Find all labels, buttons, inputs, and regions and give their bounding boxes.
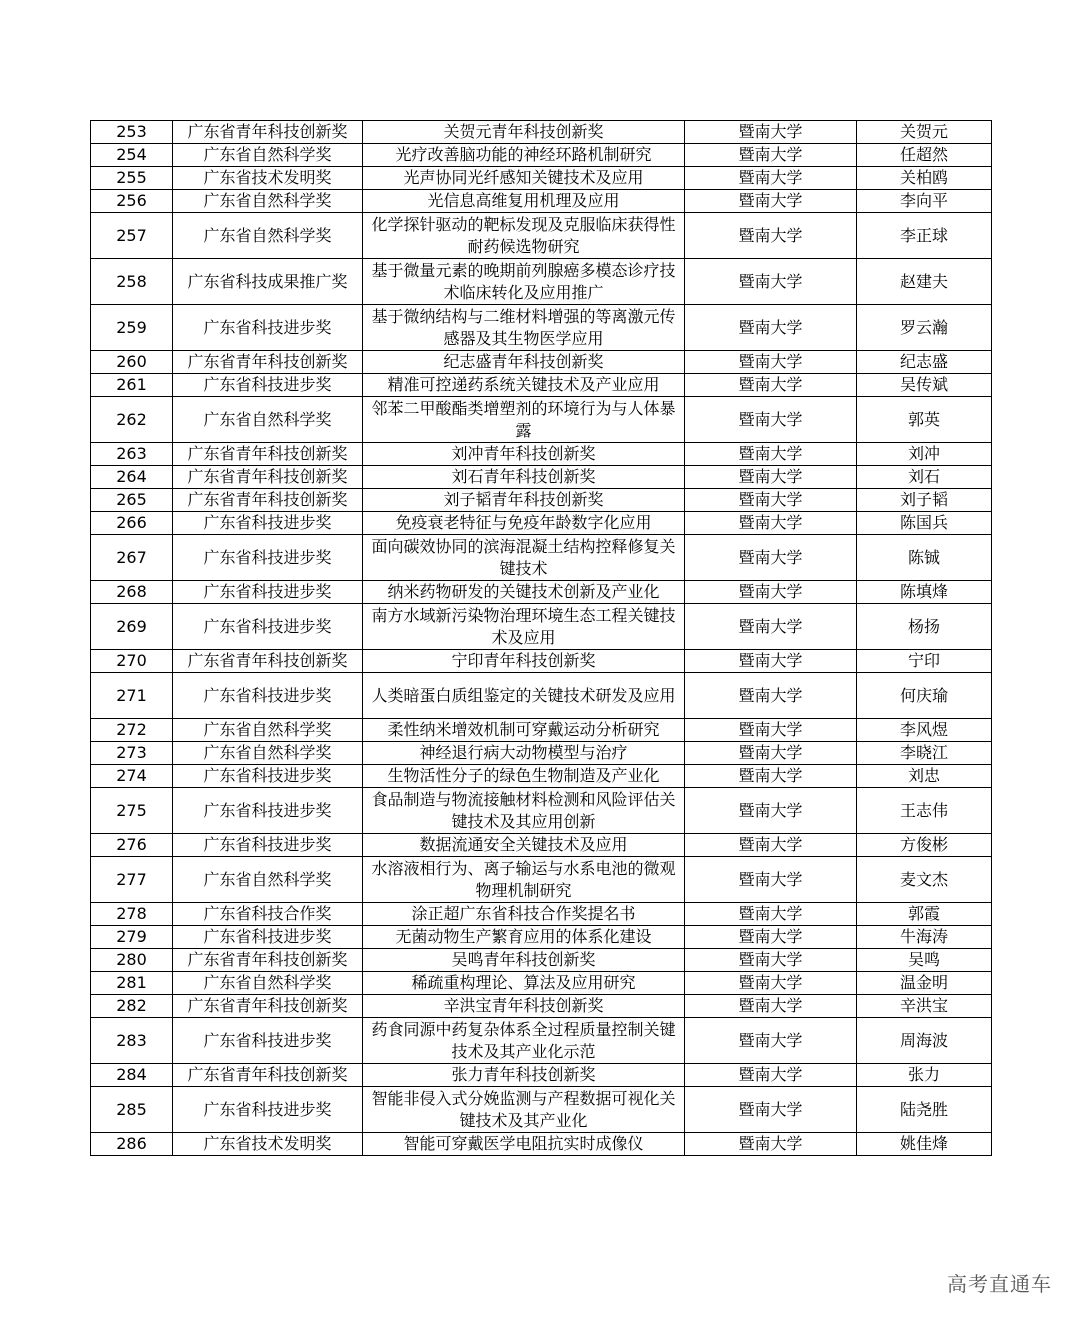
cell-number: 263 xyxy=(91,443,173,466)
cell-person: 张力 xyxy=(857,1064,992,1087)
cell-unit: 暨南大学 xyxy=(685,213,857,259)
cell-award: 广东省科技进步奖 xyxy=(173,305,363,351)
table-row xyxy=(91,857,992,903)
cell-person: 李向平 xyxy=(857,190,992,213)
cell-person: 任超然 xyxy=(857,144,992,167)
cell-unit: 暨南大学 xyxy=(685,604,857,650)
cell-award: 广东省青年科技创新奖 xyxy=(173,466,363,489)
cell-person: 陈填烽 xyxy=(857,581,992,604)
cell-project: 基于微纳结构与二维材料增强的等离激元传感器及其生物医学应用 xyxy=(363,305,685,351)
cell-unit: 暨南大学 xyxy=(685,1087,857,1133)
cell-unit: 暨南大学 xyxy=(685,144,857,167)
cell-unit: 暨南大学 xyxy=(685,1133,857,1156)
cell-person: 辛洪宝 xyxy=(857,995,992,1018)
cell-number: 278 xyxy=(91,903,173,926)
cell-number: 279 xyxy=(91,926,173,949)
cell-number: 280 xyxy=(91,949,173,972)
table-row xyxy=(91,466,992,489)
cell-number: 265 xyxy=(91,489,173,512)
table-row xyxy=(91,1133,992,1156)
cell-project: 光疗改善脑功能的神经环路机制研究 xyxy=(363,144,685,167)
cell-person: 何庆瑜 xyxy=(857,673,992,719)
table-row xyxy=(91,535,992,581)
cell-unit: 暨南大学 xyxy=(685,466,857,489)
cell-person: 方俊彬 xyxy=(857,834,992,857)
table-row xyxy=(91,121,992,144)
cell-award: 广东省科技进步奖 xyxy=(173,374,363,397)
cell-award: 广东省青年科技创新奖 xyxy=(173,650,363,673)
cell-unit: 暨南大学 xyxy=(685,995,857,1018)
cell-unit: 暨南大学 xyxy=(685,489,857,512)
table-row xyxy=(91,489,992,512)
cell-number: 259 xyxy=(91,305,173,351)
cell-award: 广东省科技成果推广奖 xyxy=(173,259,363,305)
table-row xyxy=(91,213,992,259)
cell-number: 283 xyxy=(91,1018,173,1064)
table-row xyxy=(91,949,992,972)
cell-project: 面向碳效协同的滨海混凝土结构控释修复关键技术 xyxy=(363,535,685,581)
cell-person: 关柏鸥 xyxy=(857,167,992,190)
cell-award: 广东省青年科技创新奖 xyxy=(173,351,363,374)
cell-award: 广东省青年科技创新奖 xyxy=(173,443,363,466)
cell-project: 吴鸣青年科技创新奖 xyxy=(363,949,685,972)
cell-person: 吴传斌 xyxy=(857,374,992,397)
table-row xyxy=(91,673,992,719)
table-row xyxy=(91,765,992,788)
table-row xyxy=(91,397,992,443)
table-row xyxy=(91,972,992,995)
cell-person: 陆尧胜 xyxy=(857,1087,992,1133)
table-row xyxy=(91,903,992,926)
cell-project: 智能可穿戴医学电阻抗实时成像仪 xyxy=(363,1133,685,1156)
cell-number: 274 xyxy=(91,765,173,788)
cell-person: 姚佳烽 xyxy=(857,1133,992,1156)
cell-person: 刘子韬 xyxy=(857,489,992,512)
cell-award: 广东省科技进步奖 xyxy=(173,1018,363,1064)
cell-project: 药食同源中药复杂体系全过程质量控制关键技术及其产业化示范 xyxy=(363,1018,685,1064)
cell-person: 周海波 xyxy=(857,1018,992,1064)
cell-person: 陈国兵 xyxy=(857,512,992,535)
cell-award: 广东省科技进步奖 xyxy=(173,834,363,857)
cell-award: 广东省科技进步奖 xyxy=(173,512,363,535)
cell-unit: 暨南大学 xyxy=(685,949,857,972)
cell-unit: 暨南大学 xyxy=(685,121,857,144)
table-row xyxy=(91,581,992,604)
cell-unit: 暨南大学 xyxy=(685,1018,857,1064)
cell-project: 涂正超广东省科技合作奖提名书 xyxy=(363,903,685,926)
cell-project: 刘冲青年科技创新奖 xyxy=(363,443,685,466)
cell-award: 广东省科技进步奖 xyxy=(173,788,363,834)
cell-award: 广东省科技进步奖 xyxy=(173,926,363,949)
cell-unit: 暨南大学 xyxy=(685,788,857,834)
cell-number: 267 xyxy=(91,535,173,581)
table-row xyxy=(91,1087,992,1133)
cell-unit: 暨南大学 xyxy=(685,742,857,765)
cell-project: 免疫衰老特征与免疫年龄数字化应用 xyxy=(363,512,685,535)
cell-number: 286 xyxy=(91,1133,173,1156)
cell-award: 广东省自然科学奖 xyxy=(173,144,363,167)
cell-project: 化学探针驱动的靶标发现及克服临床获得性耐药候选物研究 xyxy=(363,213,685,259)
cell-project: 辛洪宝青年科技创新奖 xyxy=(363,995,685,1018)
table-row xyxy=(91,374,992,397)
cell-number: 253 xyxy=(91,121,173,144)
cell-project: 数据流通安全关键技术及应用 xyxy=(363,834,685,857)
table-row xyxy=(91,926,992,949)
cell-person: 宁印 xyxy=(857,650,992,673)
cell-project: 南方水域新污染物治理环境生态工程关键技术及应用 xyxy=(363,604,685,650)
cell-person: 刘冲 xyxy=(857,443,992,466)
cell-award: 广东省科技进步奖 xyxy=(173,765,363,788)
cell-number: 254 xyxy=(91,144,173,167)
table-row xyxy=(91,190,992,213)
cell-person: 刘石 xyxy=(857,466,992,489)
cell-number: 264 xyxy=(91,466,173,489)
table-row xyxy=(91,305,992,351)
cell-project: 宁印青年科技创新奖 xyxy=(363,650,685,673)
cell-unit: 暨南大学 xyxy=(685,972,857,995)
table-row xyxy=(91,144,992,167)
cell-unit: 暨南大学 xyxy=(685,765,857,788)
cell-unit: 暨南大学 xyxy=(685,305,857,351)
cell-award: 广东省自然科学奖 xyxy=(173,190,363,213)
cell-number: 277 xyxy=(91,857,173,903)
cell-person: 王志伟 xyxy=(857,788,992,834)
cell-award: 广东省科技进步奖 xyxy=(173,535,363,581)
cell-person: 温金明 xyxy=(857,972,992,995)
cell-person: 麦文杰 xyxy=(857,857,992,903)
cell-award: 广东省青年科技创新奖 xyxy=(173,489,363,512)
cell-project: 纳米药物研发的关键技术创新及产业化 xyxy=(363,581,685,604)
cell-award: 广东省自然科学奖 xyxy=(173,742,363,765)
cell-number: 284 xyxy=(91,1064,173,1087)
cell-person: 吴鸣 xyxy=(857,949,992,972)
cell-number: 261 xyxy=(91,374,173,397)
cell-person: 牛海涛 xyxy=(857,926,992,949)
table-row xyxy=(91,167,992,190)
cell-unit: 暨南大学 xyxy=(685,443,857,466)
cell-project: 柔性纳米增效机制可穿戴运动分析研究 xyxy=(363,719,685,742)
cell-person: 关贺元 xyxy=(857,121,992,144)
cell-person: 陈铖 xyxy=(857,535,992,581)
cell-number: 282 xyxy=(91,995,173,1018)
cell-project: 神经退行病大动物模型与治疗 xyxy=(363,742,685,765)
cell-project: 刘子韬青年科技创新奖 xyxy=(363,489,685,512)
cell-project: 人类暗蛋白质组鉴定的关键技术研发及应用 xyxy=(363,673,685,719)
cell-project: 水溶液相行为、离子输运与水系电池的微观物理机制研究 xyxy=(363,857,685,903)
cell-person: 赵建夫 xyxy=(857,259,992,305)
table-row xyxy=(91,443,992,466)
cell-number: 273 xyxy=(91,742,173,765)
cell-unit: 暨南大学 xyxy=(685,581,857,604)
award-table xyxy=(90,120,992,1156)
cell-unit: 暨南大学 xyxy=(685,167,857,190)
cell-project: 智能非侵入式分娩监测与产程数据可视化关键技术及其产业化 xyxy=(363,1087,685,1133)
cell-number: 276 xyxy=(91,834,173,857)
cell-project: 关贺元青年科技创新奖 xyxy=(363,121,685,144)
cell-number: 271 xyxy=(91,673,173,719)
cell-person: 郭英 xyxy=(857,397,992,443)
table-row xyxy=(91,351,992,374)
cell-project: 基于微量元素的晚期前列腺癌多模态诊疗技术临床转化及应用推广 xyxy=(363,259,685,305)
cell-number: 281 xyxy=(91,972,173,995)
table-row xyxy=(91,834,992,857)
cell-award: 广东省技术发明奖 xyxy=(173,1133,363,1156)
table-row xyxy=(91,995,992,1018)
cell-person: 李风煜 xyxy=(857,719,992,742)
cell-award: 广东省科技进步奖 xyxy=(173,604,363,650)
cell-award: 广东省科技进步奖 xyxy=(173,581,363,604)
cell-person: 刘忠 xyxy=(857,765,992,788)
award-table-body xyxy=(91,121,992,1156)
cell-award: 广东省科技进步奖 xyxy=(173,673,363,719)
watermark: 高考直通车 xyxy=(947,1272,1052,1296)
table-row xyxy=(91,650,992,673)
cell-award: 广东省科技进步奖 xyxy=(173,1087,363,1133)
cell-award: 广东省青年科技创新奖 xyxy=(173,995,363,1018)
table-row xyxy=(91,1064,992,1087)
table-row xyxy=(91,1018,992,1064)
table-row xyxy=(91,604,992,650)
cell-number: 285 xyxy=(91,1087,173,1133)
cell-award: 广东省自然科学奖 xyxy=(173,719,363,742)
cell-project: 食品制造与物流接触材料检测和风险评估关键技术及其应用创新 xyxy=(363,788,685,834)
cell-award: 广东省青年科技创新奖 xyxy=(173,1064,363,1087)
cell-unit: 暨南大学 xyxy=(685,857,857,903)
cell-unit: 暨南大学 xyxy=(685,397,857,443)
cell-unit: 暨南大学 xyxy=(685,351,857,374)
cell-unit: 暨南大学 xyxy=(685,374,857,397)
cell-person: 李正球 xyxy=(857,213,992,259)
cell-award: 广东省青年科技创新奖 xyxy=(173,949,363,972)
cell-unit: 暨南大学 xyxy=(685,719,857,742)
cell-unit: 暨南大学 xyxy=(685,512,857,535)
cell-unit: 暨南大学 xyxy=(685,259,857,305)
cell-project: 稀疏重构理论、算法及应用研究 xyxy=(363,972,685,995)
cell-number: 255 xyxy=(91,167,173,190)
cell-unit: 暨南大学 xyxy=(685,1064,857,1087)
cell-project: 纪志盛青年科技创新奖 xyxy=(363,351,685,374)
cell-number: 262 xyxy=(91,397,173,443)
cell-award: 广东省科技合作奖 xyxy=(173,903,363,926)
cell-number: 269 xyxy=(91,604,173,650)
cell-award: 广东省青年科技创新奖 xyxy=(173,121,363,144)
table-row xyxy=(91,788,992,834)
cell-number: 260 xyxy=(91,351,173,374)
cell-person: 纪志盛 xyxy=(857,351,992,374)
cell-unit: 暨南大学 xyxy=(685,673,857,719)
cell-unit: 暨南大学 xyxy=(685,535,857,581)
cell-number: 256 xyxy=(91,190,173,213)
cell-project: 光信息高维复用机理及应用 xyxy=(363,190,685,213)
cell-project: 刘石青年科技创新奖 xyxy=(363,466,685,489)
cell-person: 杨扬 xyxy=(857,604,992,650)
cell-award: 广东省自然科学奖 xyxy=(173,972,363,995)
cell-project: 无菌动物生产繁育应用的体系化建设 xyxy=(363,926,685,949)
table-row xyxy=(91,259,992,305)
cell-person: 李晓江 xyxy=(857,742,992,765)
cell-number: 266 xyxy=(91,512,173,535)
cell-project: 精准可控递药系统关键技术及产业应用 xyxy=(363,374,685,397)
cell-person: 罗云瀚 xyxy=(857,305,992,351)
cell-award: 广东省技术发明奖 xyxy=(173,167,363,190)
cell-award: 广东省自然科学奖 xyxy=(173,857,363,903)
table-row xyxy=(91,719,992,742)
table-row xyxy=(91,512,992,535)
cell-project: 生物活性分子的绿色生物制造及产业化 xyxy=(363,765,685,788)
cell-unit: 暨南大学 xyxy=(685,650,857,673)
cell-award: 广东省自然科学奖 xyxy=(173,213,363,259)
cell-number: 257 xyxy=(91,213,173,259)
cell-number: 272 xyxy=(91,719,173,742)
cell-number: 275 xyxy=(91,788,173,834)
cell-unit: 暨南大学 xyxy=(685,834,857,857)
cell-project: 光声协同光纤感知关键技术及应用 xyxy=(363,167,685,190)
cell-unit: 暨南大学 xyxy=(685,903,857,926)
cell-person: 郭霞 xyxy=(857,903,992,926)
cell-number: 258 xyxy=(91,259,173,305)
cell-project: 邻苯二甲酸酯类增塑剂的环境行为与人体暴露 xyxy=(363,397,685,443)
cell-unit: 暨南大学 xyxy=(685,926,857,949)
cell-project: 张力青年科技创新奖 xyxy=(363,1064,685,1087)
table-row xyxy=(91,742,992,765)
cell-award: 广东省自然科学奖 xyxy=(173,397,363,443)
cell-unit: 暨南大学 xyxy=(685,190,857,213)
cell-number: 270 xyxy=(91,650,173,673)
cell-number: 268 xyxy=(91,581,173,604)
